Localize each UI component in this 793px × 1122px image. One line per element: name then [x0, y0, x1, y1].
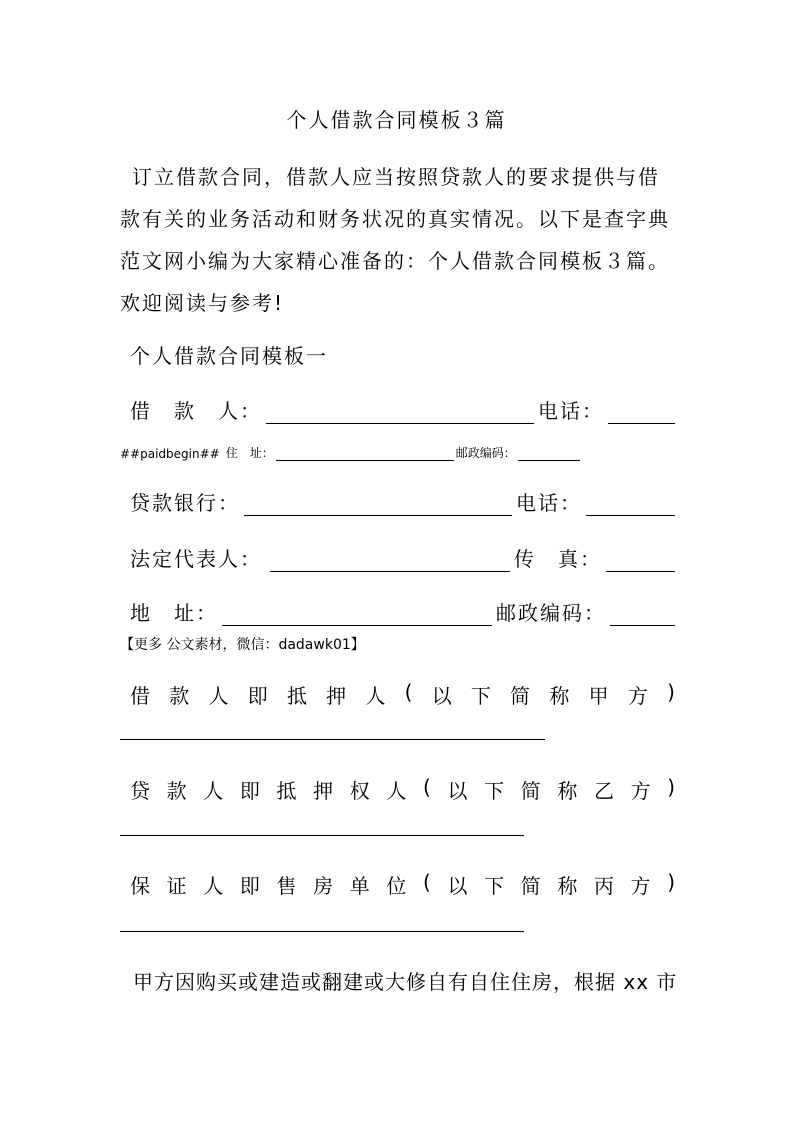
party-char: 款	[169, 684, 190, 708]
paid-marker: ##paidbegin##	[120, 447, 220, 461]
party-char: 方	[630, 874, 651, 898]
party-a-blank	[120, 738, 545, 740]
party-char: 称	[557, 874, 578, 898]
party-b-line	[130, 775, 675, 804]
section-heading: 个人借款合同模板一	[130, 344, 328, 368]
party-char: 即	[239, 874, 260, 898]
party-char: 贷	[130, 779, 150, 803]
party-char: 甲	[588, 684, 609, 708]
party-char: 证	[166, 874, 187, 898]
party-char: (	[404, 680, 413, 704]
party-char: 方	[627, 684, 648, 708]
party-char: 押	[313, 779, 334, 803]
legal-rep-blank	[270, 549, 510, 572]
party-char: 售	[276, 874, 297, 898]
party-char: 房	[313, 874, 334, 898]
bank-phone-label: 电话：	[516, 491, 582, 515]
party-char: 称	[557, 779, 578, 803]
address-blank	[222, 603, 492, 626]
party-char: 人	[365, 684, 386, 708]
party-c-line	[130, 870, 675, 899]
postcode-blank	[610, 603, 675, 626]
party-char: 抵	[286, 684, 307, 708]
postcode-small-label: 邮政编码：	[455, 446, 516, 460]
party-char: 称	[549, 684, 570, 708]
party-char: 下	[484, 874, 505, 898]
party-char: )	[667, 870, 675, 894]
party-char: 以	[447, 779, 468, 803]
party-char: 人	[203, 874, 224, 898]
party-char: 以	[431, 684, 452, 708]
party-char: 借	[130, 684, 150, 708]
borrower-phone-blank	[608, 401, 675, 424]
borrower-phone-label: 电话：	[538, 399, 604, 423]
party-char: )	[667, 775, 675, 799]
legal-rep-label: 法定代表人：	[130, 547, 262, 571]
party-char: 抵	[276, 779, 297, 803]
borrower-row	[130, 395, 675, 424]
intro-paragraph: 订立借款合同，借款人应当按照贷款人的要求提供与借款有关的业务活动和财务状况的真实情况。以下是查字典范文网小编为大家精心准备的：个人借款合同模板３篇。欢迎阅读与参考!	[120, 165, 670, 315]
party-char: 人	[386, 779, 407, 803]
party-char: 人	[203, 779, 224, 803]
postcode-small-blank	[518, 448, 580, 461]
party-a-line	[130, 680, 675, 709]
party-char: 简	[510, 684, 531, 708]
bank-blank	[244, 493, 512, 516]
address-label: 地 址：	[130, 601, 218, 625]
party-char: 方	[630, 779, 651, 803]
fax-label: 传 真：	[514, 547, 602, 571]
paid-address-row	[120, 444, 582, 461]
party-char: 下	[470, 684, 491, 708]
party-char: 人	[208, 684, 229, 708]
party-c-blank	[120, 930, 524, 932]
party-char: 以	[447, 874, 468, 898]
party-char: 押	[326, 684, 347, 708]
bank-phone-blank	[586, 493, 675, 516]
promo-note: 【更多 公文素材，微信：dadawk01】	[120, 637, 365, 653]
party-char: )	[667, 680, 675, 704]
party-char: 保	[130, 874, 150, 898]
party-char: 即	[239, 779, 260, 803]
fax-blank	[606, 549, 675, 572]
bank-row	[130, 487, 675, 516]
party-char: 乙	[593, 779, 614, 803]
party-b-blank	[120, 834, 524, 836]
postcode-label: 邮政编码：	[496, 601, 606, 625]
address-small-blank	[276, 448, 454, 461]
party-char: 单	[349, 874, 370, 898]
party-char: 丙	[593, 874, 614, 898]
closing-paragraph: 甲方因购买或建造或翻建或大修自有自住住房，根据 xx 市	[133, 970, 678, 994]
address-row	[130, 597, 675, 626]
party-char: 下	[484, 779, 505, 803]
borrower-label: 借 款 人：	[130, 399, 262, 423]
document-title: 个人借款合同模板３篇	[286, 108, 507, 132]
party-char: 位	[386, 874, 407, 898]
address-small-label: 住 址：	[225, 446, 274, 460]
legal-rep-row	[130, 543, 675, 572]
borrower-blank	[266, 401, 534, 424]
party-char: (	[423, 870, 431, 894]
party-char: 款	[166, 779, 187, 803]
party-char: 简	[520, 779, 541, 803]
party-char: (	[423, 775, 431, 799]
party-char: 权	[349, 779, 370, 803]
party-char: 即	[247, 684, 268, 708]
bank-label: 贷款银行：	[130, 491, 240, 515]
party-char: 简	[520, 874, 541, 898]
